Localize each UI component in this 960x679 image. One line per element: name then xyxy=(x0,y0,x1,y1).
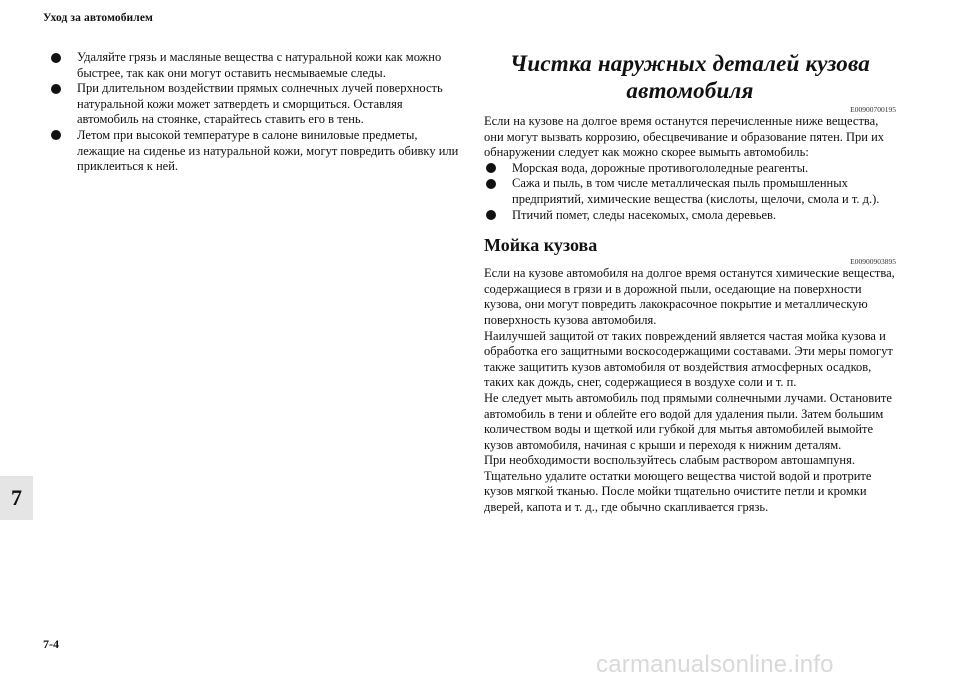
paragraph: При необходимости воспользуйтесь слабым раствором автошампуня. Тщательно удалите остатки моющего вещества чистой водой и протрите кузов мягкой тканью. После мойки тщательно очистите петли и кромки дверей, капота и т. д., где обычно скапливается грязь. xyxy=(484,453,872,515)
bullet-icon xyxy=(486,210,496,220)
right-column xyxy=(484,50,896,516)
watermark: carmanualsonline.info xyxy=(596,651,834,678)
page-header: Уход за автомобилем xyxy=(43,12,153,24)
list-item-text: Сажа и пыль, в том числе металлическая пыль промышленных предприятий, химические вещества (кислоты, щелочи, смола и т. д.). xyxy=(512,176,880,206)
contaminants-list xyxy=(484,161,896,223)
section-intro: Если на кузове на долгое время останутся перечисленные ниже вещества, они могут вызвать коррозию, обесцвечивание и образование пятен. При их обнаружении следует как можно скорее вымыть автомобиль: xyxy=(484,114,885,160)
bullet-icon xyxy=(51,84,61,94)
list-item xyxy=(484,161,896,177)
paragraph: Если на кузове автомобиля на долгое время останутся химические вещества, содержащиеся в грязи и в дорожной пыли, оседающие на поверхности кузова, они могут повредить лакокрасочное покрытие и металлическую поверхность кузова автомобиля. xyxy=(484,266,895,327)
subsection-title: Мойка кузова xyxy=(484,235,598,256)
list-item-text: Птичий помет, следы насекомых, смола деревьев. xyxy=(512,207,777,222)
chapter-tab: 7 xyxy=(0,476,33,520)
section-code: E00900700195 xyxy=(850,105,896,114)
paragraph: Не следует мыть автомобиль под прямыми солнечными лучами. Остановите автомобиль в тени и облейте его водой для удаления пыли. Затем большим количеством воды и щеткой или губкой для мытья автомобилей вымойте кузов автомобиля, начиная с крыши и переходя к нижним деталям. xyxy=(484,390,892,452)
page-number: 7-4 xyxy=(43,637,59,651)
list-item-text: Морская вода, дорожные противогололедные реагенты. xyxy=(512,160,809,175)
bullet-icon xyxy=(486,179,496,189)
list-item xyxy=(484,208,896,224)
list-item xyxy=(49,50,459,81)
list-item-text: Летом при высокой температуре в салоне виниловые предметы, лежащие на сиденье из натуральной кожи, могут повредить обивку или приклеиться к ней. xyxy=(77,127,459,174)
bullet-icon xyxy=(486,163,496,173)
paragraph: Наилучшей защитой от таких повреждений является частая мойка кузова и обработка его защитными воскосодержащими составами. Эти меры помогут также защитить кузов автомобиля от воздействия атмосферных осадков, таких как дождь, снег, содержащиеся в воздухе соли и т. п. xyxy=(484,328,893,390)
list-item xyxy=(49,81,459,128)
list-item-text: При длительном воздействии прямых солнечных лучей поверхность натуральной кожи может затвердеть и сморщиться. Оставляя автомобиль на стоянке, старайтесь ставить его в тень. xyxy=(77,81,443,127)
list-item-text: Удаляйте грязь и масляные вещества с натуральной кожи как можно быстрее, так как они могут оставить несмываемые следы. xyxy=(77,50,442,80)
list-item xyxy=(484,176,896,207)
leather-care-list xyxy=(49,50,459,175)
list-item xyxy=(49,128,459,175)
bullet-icon xyxy=(51,53,61,63)
section-title: Чистка наружных деталей кузова автомобиля xyxy=(509,51,871,103)
subsection-code: E00900903895 xyxy=(850,257,896,267)
left-column xyxy=(49,50,459,175)
bullet-icon xyxy=(51,130,61,140)
